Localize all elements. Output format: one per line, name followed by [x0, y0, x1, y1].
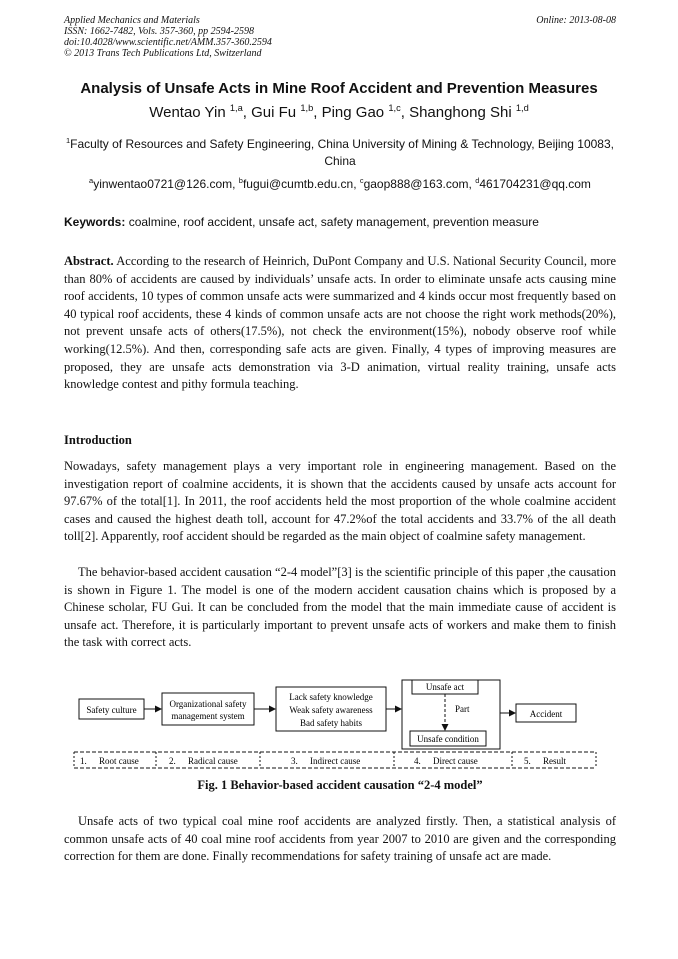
lack-safety-knowledge: Lack safety knowledge — [289, 692, 373, 702]
safety-culture-label: Safety culture — [86, 705, 137, 715]
author-name: Shanghong Shi — [409, 104, 512, 121]
email-list — [64, 177, 616, 191]
abstract-label: Abstract. — [64, 254, 114, 268]
accident-label: Accident — [529, 709, 563, 719]
author-sup: 1,a — [229, 103, 243, 113]
email-sup: a — [89, 176, 94, 185]
stage-1-num: 1. — [80, 756, 87, 766]
intro-paragraph-2: The behavior-based accident causation “2-4 model”[3] is the scientific principle of this paper ,the causation is shown in Figure 1. The model is one of the modern accident causation chains which is proposed by a Chinese scholar, FU Gui. It can be concluded from the model that the main immediate cause of accident is unsafe act. Therefore, it is particularly important to prevent unsafe acts of workers and make them to finish the task with correct acts. — [64, 565, 616, 650]
email-address: yinwentao0721@126.com — [93, 177, 233, 191]
author-sup: 1,c — [388, 103, 401, 113]
author-list — [40, 104, 638, 121]
email-sup: c — [359, 176, 364, 185]
author-sep: , — [242, 104, 252, 121]
unsafe-act-label: Unsafe act — [425, 682, 465, 692]
affiliation — [64, 136, 616, 170]
stage-1-label: Root cause — [99, 756, 139, 766]
figure-1-caption: Fig. 1 Behavior-based accident causation “2-4 model” — [197, 778, 483, 792]
stage-2-label: Radical cause — [188, 756, 238, 766]
keywords — [64, 215, 616, 229]
affiliation-text: Faculty of Resources and Safety Engineering, China University of Mining & Technology, Beijing 10083, China — [70, 137, 614, 168]
section-heading-introduction: Introduction — [64, 433, 132, 447]
intro-paragraph-1: Nowadays, safety management plays a very important role in engineering management. Based on the investigation report of coalmine accidents, it is shown that the accidents caused by unsafe acts account for 97.67% of the total[1]. In 2011, the roof accidents held the most proportion of the whole coalmine accident cases and caused the highest death toll, account for 47.2%of the total accidents and 33.7% of the all death toll[2]. Apparently, roof accident should be regarded as the main object of coalmine safety management. — [64, 459, 616, 544]
email-address: 461704231@qq.com — [479, 177, 591, 191]
stage-4-label: Direct cause — [433, 756, 478, 766]
journal-issn: ISSN: 1662-7482, Vols. 357-360, pp 2594-2598 — [64, 26, 254, 37]
abstract — [64, 253, 616, 394]
org-safety-label-1: Organizational safety — [169, 699, 247, 709]
journal-name: Applied Mechanics and Materials — [64, 15, 200, 26]
email-sep: , — [232, 177, 239, 191]
author-name: Ping Gao — [321, 104, 385, 121]
online-date: Online: 2013-08-08 — [536, 15, 616, 26]
email-sep: , — [353, 177, 360, 191]
affiliation-sup: 1 — [65, 136, 71, 145]
paper-title: Analysis of Unsafe Acts in Mine Roof Accident and Prevention Measures — [80, 80, 598, 97]
part-label: Part — [455, 704, 470, 714]
journal-copyright: © 2013 Trans Tech Publications Ltd, Switzerland — [64, 48, 262, 59]
stage-5-label: Result — [543, 756, 567, 766]
email-address: fugui@cumtb.edu.cn — [242, 177, 354, 191]
stage-5-num: 5. — [524, 756, 531, 766]
author-sep: , — [313, 104, 322, 121]
stage-4-num: 4. — [414, 756, 421, 766]
email-sup: d — [475, 176, 480, 185]
stage-3-num: 3. — [291, 756, 298, 766]
intro-paragraph-3: Unsafe acts of two typical coal mine roof accidents are analyzed firstly. Then, a statistical analysis of common unsafe acts of 40 coal mine roof accidents from year 2007 to 2010 are given and the corresponding correction for them are done. Finally recommendations for safety training of unsafe act are made. — [64, 814, 616, 864]
figure-1-diagram — [64, 672, 624, 772]
bad-safety-habits: Bad safety habits — [300, 718, 362, 728]
author-sup: 1,d — [515, 103, 529, 113]
org-safety-label-2: management system — [171, 711, 245, 721]
unsafe-condition-label: Unsafe condition — [417, 734, 479, 744]
journal-doi: doi:10.4028/www.scientific.net/AMM.357-360.2594 — [64, 37, 272, 48]
figure-1 — [64, 672, 624, 772]
keywords-text: coalmine, roof accident, unsafe act, safety management, prevention measure — [128, 215, 539, 229]
email-sep: , — [468, 177, 476, 191]
stage-3-label: Indirect cause — [310, 756, 361, 766]
journal-header — [64, 15, 616, 59]
keywords-label: Keywords: — [64, 215, 126, 229]
abstract-text: According to the research of Heinrich, DuPont Company and U.S. National Security Council, more than 80% of accidents are caused by individuals’ unsafe acts. In order to eliminate unsafe acts causing mine roof accidents, 10 types of common unsafe acts were summarized and 4 kinds occur most frequently based on 40 typical roof accidents, these 4 kinds of common unsafe acts are not choose the right work methods(20%), not prevent unsafe acts of others(17.5%), not check the environment(15%), nobody observe roof while working(12.5%). And then, corresponding safe acts are given. Finally, 4 types of improving measures are proposed, they are unsafe acts demonstration via 3-D animation, virtual reality training, unsafe acts knowledge contest and pithy formula teaching. — [64, 254, 616, 392]
author-sup: 1,b — [300, 103, 314, 113]
author-name: Wentao Yin — [149, 104, 226, 121]
email-sup: b — [238, 176, 243, 185]
email-address: gaop888@163.com — [363, 177, 469, 191]
author-sep: , — [400, 104, 410, 121]
weak-safety-awareness: Weak safety awareness — [289, 705, 373, 715]
author-name: Gui Fu — [251, 104, 297, 121]
stage-2-num: 2. — [169, 756, 176, 766]
